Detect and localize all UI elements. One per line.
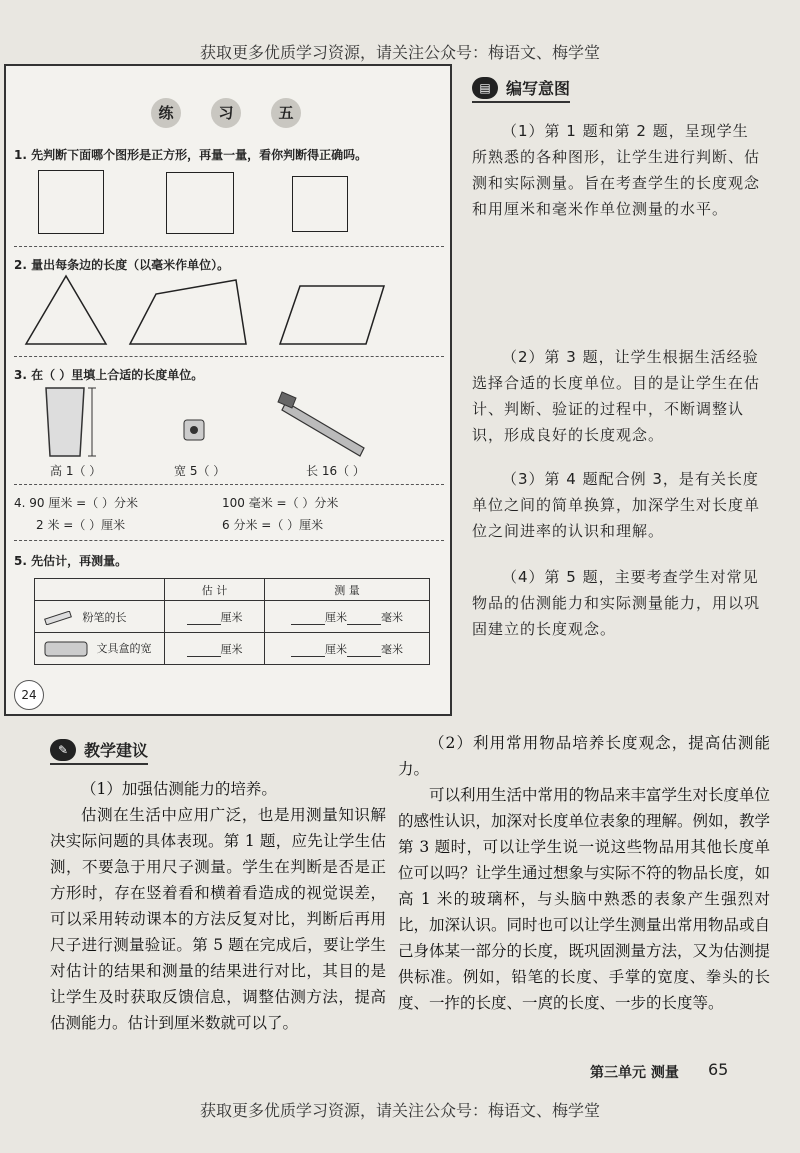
divider xyxy=(14,484,444,485)
suggest-right-column xyxy=(398,730,770,1016)
item-label: 文具盒的宽 xyxy=(96,641,152,655)
suggest-subheading-1: （1）加强估测能力的培养。 xyxy=(81,780,277,798)
exercise-title xyxy=(151,98,301,128)
question-2: 2. 量出每条边的长度（以毫米作单位）。 xyxy=(14,258,230,272)
measure-blank[interactable] xyxy=(347,645,381,657)
pencil-case-icon xyxy=(43,639,89,659)
measure-blank[interactable] xyxy=(291,613,325,625)
top-banner: 获取更多优质学习资源，请关注公众号：梅语文、梅学堂 xyxy=(199,43,600,62)
triangle-shape xyxy=(26,276,106,344)
divider xyxy=(14,246,444,247)
intent-para-3: （3）第 4 题配合例 3，是有关长度单位之间的简单换算，加深学生对长度单位之间进率的认识和理解。 xyxy=(472,470,761,540)
suggest-heading xyxy=(50,738,148,765)
toothbrush-label: 长 16（ ） xyxy=(306,464,365,478)
measure-blank[interactable] xyxy=(291,645,325,657)
suggest-left-column xyxy=(50,776,386,1036)
bottom-banner: 获取更多优质学习资源，请关注公众号：梅语文、梅学堂 xyxy=(199,1101,600,1120)
chalk-icon xyxy=(43,611,73,625)
suggest-paragraph-1: 估测在生活中应用广泛，也是用测量知识解决实际问题的具体表现。第 1 题，应先让学生估测，不要急于用尺子测量。学生在判断是否是正方形时，存在竖着看和横着看造成的视觉误差，可以采用转动课本的方法反复对比，判断后再用尺子进行测量验证。第 5 题在完成后，要让学生对估计的结果和测量的结果进行对比，其目的是让学生及时获取反馈信息，调整估测方法，提高估测能力。估计到厘米数就可以了。 xyxy=(50,806,386,1032)
measure-table xyxy=(34,578,430,665)
title-char: 习 xyxy=(211,98,241,128)
glass-icon xyxy=(42,384,106,460)
table-row xyxy=(35,601,430,633)
intent-para-4: （4）第 5 题，主要考查学生对常见物品的估测能力和实际测量能力，用以巩固建立的长度观念。 xyxy=(472,568,761,638)
table-row xyxy=(35,633,430,665)
trapezoid-shape xyxy=(130,280,246,344)
question-4-b: 100 毫米 =（ ）分米 xyxy=(222,496,339,510)
question-3: 3. 在（ ）里填上合适的长度单位。 xyxy=(14,368,204,382)
divider xyxy=(14,356,444,357)
unit-label: 厘米 xyxy=(220,610,243,624)
question-1: 1. 先判断下面哪个图形是正方形，再量一量，看你判断得正确吗。 xyxy=(14,148,368,162)
suggest-heading-text: 教学建议 xyxy=(84,741,149,760)
table-header: 估 计 xyxy=(165,579,265,601)
intent-heading-text: 编写意图 xyxy=(506,79,571,98)
square-shape xyxy=(38,170,104,234)
lightbulb-icon: ✎ xyxy=(50,739,76,761)
unit-label: 厘米 xyxy=(325,642,347,656)
inner-page-number: 24 xyxy=(14,680,44,710)
rectangle-shape xyxy=(166,172,234,234)
intent-heading xyxy=(472,76,570,103)
book-icon: ▤ xyxy=(472,77,498,99)
question-4-c: 2 米 =（ ）厘米 xyxy=(36,518,126,532)
intent-para-1: （1）第 1 题和第 2 题，呈现学生所熟悉的各种图形，让学生进行判断、估测和实际测量。旨在考查学生的长度观念和用厘米和毫米作单位测量的水平。 xyxy=(472,122,761,218)
divider xyxy=(14,540,444,541)
nut-label: 宽 5（ ） xyxy=(174,464,226,478)
item-label: 粉笔的长 xyxy=(82,610,127,624)
title-char: 练 xyxy=(151,98,181,128)
table-header xyxy=(35,579,165,601)
exercise-box xyxy=(4,64,452,716)
question-4-a: 4. 90 厘米 =（ ）分米 xyxy=(14,496,139,510)
square-shape-small xyxy=(292,176,348,232)
glass-label: 高 1（ ） xyxy=(50,464,102,478)
parallelogram-shape xyxy=(280,286,384,344)
page-number: 65 xyxy=(708,1060,729,1079)
unit-label: 毫米 xyxy=(381,642,403,656)
estimate-blank[interactable] xyxy=(187,613,221,625)
unit-label: 第三单元 测量 xyxy=(590,1065,679,1081)
unit-label: 厘米 xyxy=(220,642,243,656)
intent-para-2: （2）第 3 题，让学生根据生活经验选择合适的长度单位。目的是让学生在估计、判断、验证的过程中，不断调整认识，形成良好的长度观念。 xyxy=(472,348,761,444)
nut-icon xyxy=(182,418,206,442)
toothbrush-icon xyxy=(276,388,376,460)
estimate-blank[interactable] xyxy=(187,645,221,657)
measure-blank[interactable] xyxy=(347,613,381,625)
question-4-d: 6 分米 =（ ）厘米 xyxy=(222,518,324,532)
question-5: 5. 先估计，再测量。 xyxy=(14,554,128,568)
unit-label: 厘米 xyxy=(325,610,347,624)
geometry-figures xyxy=(6,272,446,348)
unit-label: 毫米 xyxy=(381,610,403,624)
suggest-subheading-2: （2）利用常用物品培养长度观念，提高估测能力。 xyxy=(398,734,770,778)
suggest-paragraph-2: 可以利用生活中常用的物品来丰富学生对长度单位的感性认识，加深对长度单位表象的理解。例如，教学第 3 题时，可以让学生说一说这些物品用其他长度单位可以吗？让学生通过想象与实际不符的物品长度，如高 1 米的玻璃杯，与头脑中熟悉的表象产生强烈对比，加深认识。同时也可以让学生测量出常用物品或自己身体某一部分的长度，既巩固测量方法，又为估测提供标准。例如，铅笔的长度、手掌的宽度、拳头的长度、一拃的长度、一庹的长度、一步的长度等。 xyxy=(398,786,771,1012)
title-char: 五 xyxy=(271,98,301,128)
table-header: 测 量 xyxy=(265,579,430,601)
